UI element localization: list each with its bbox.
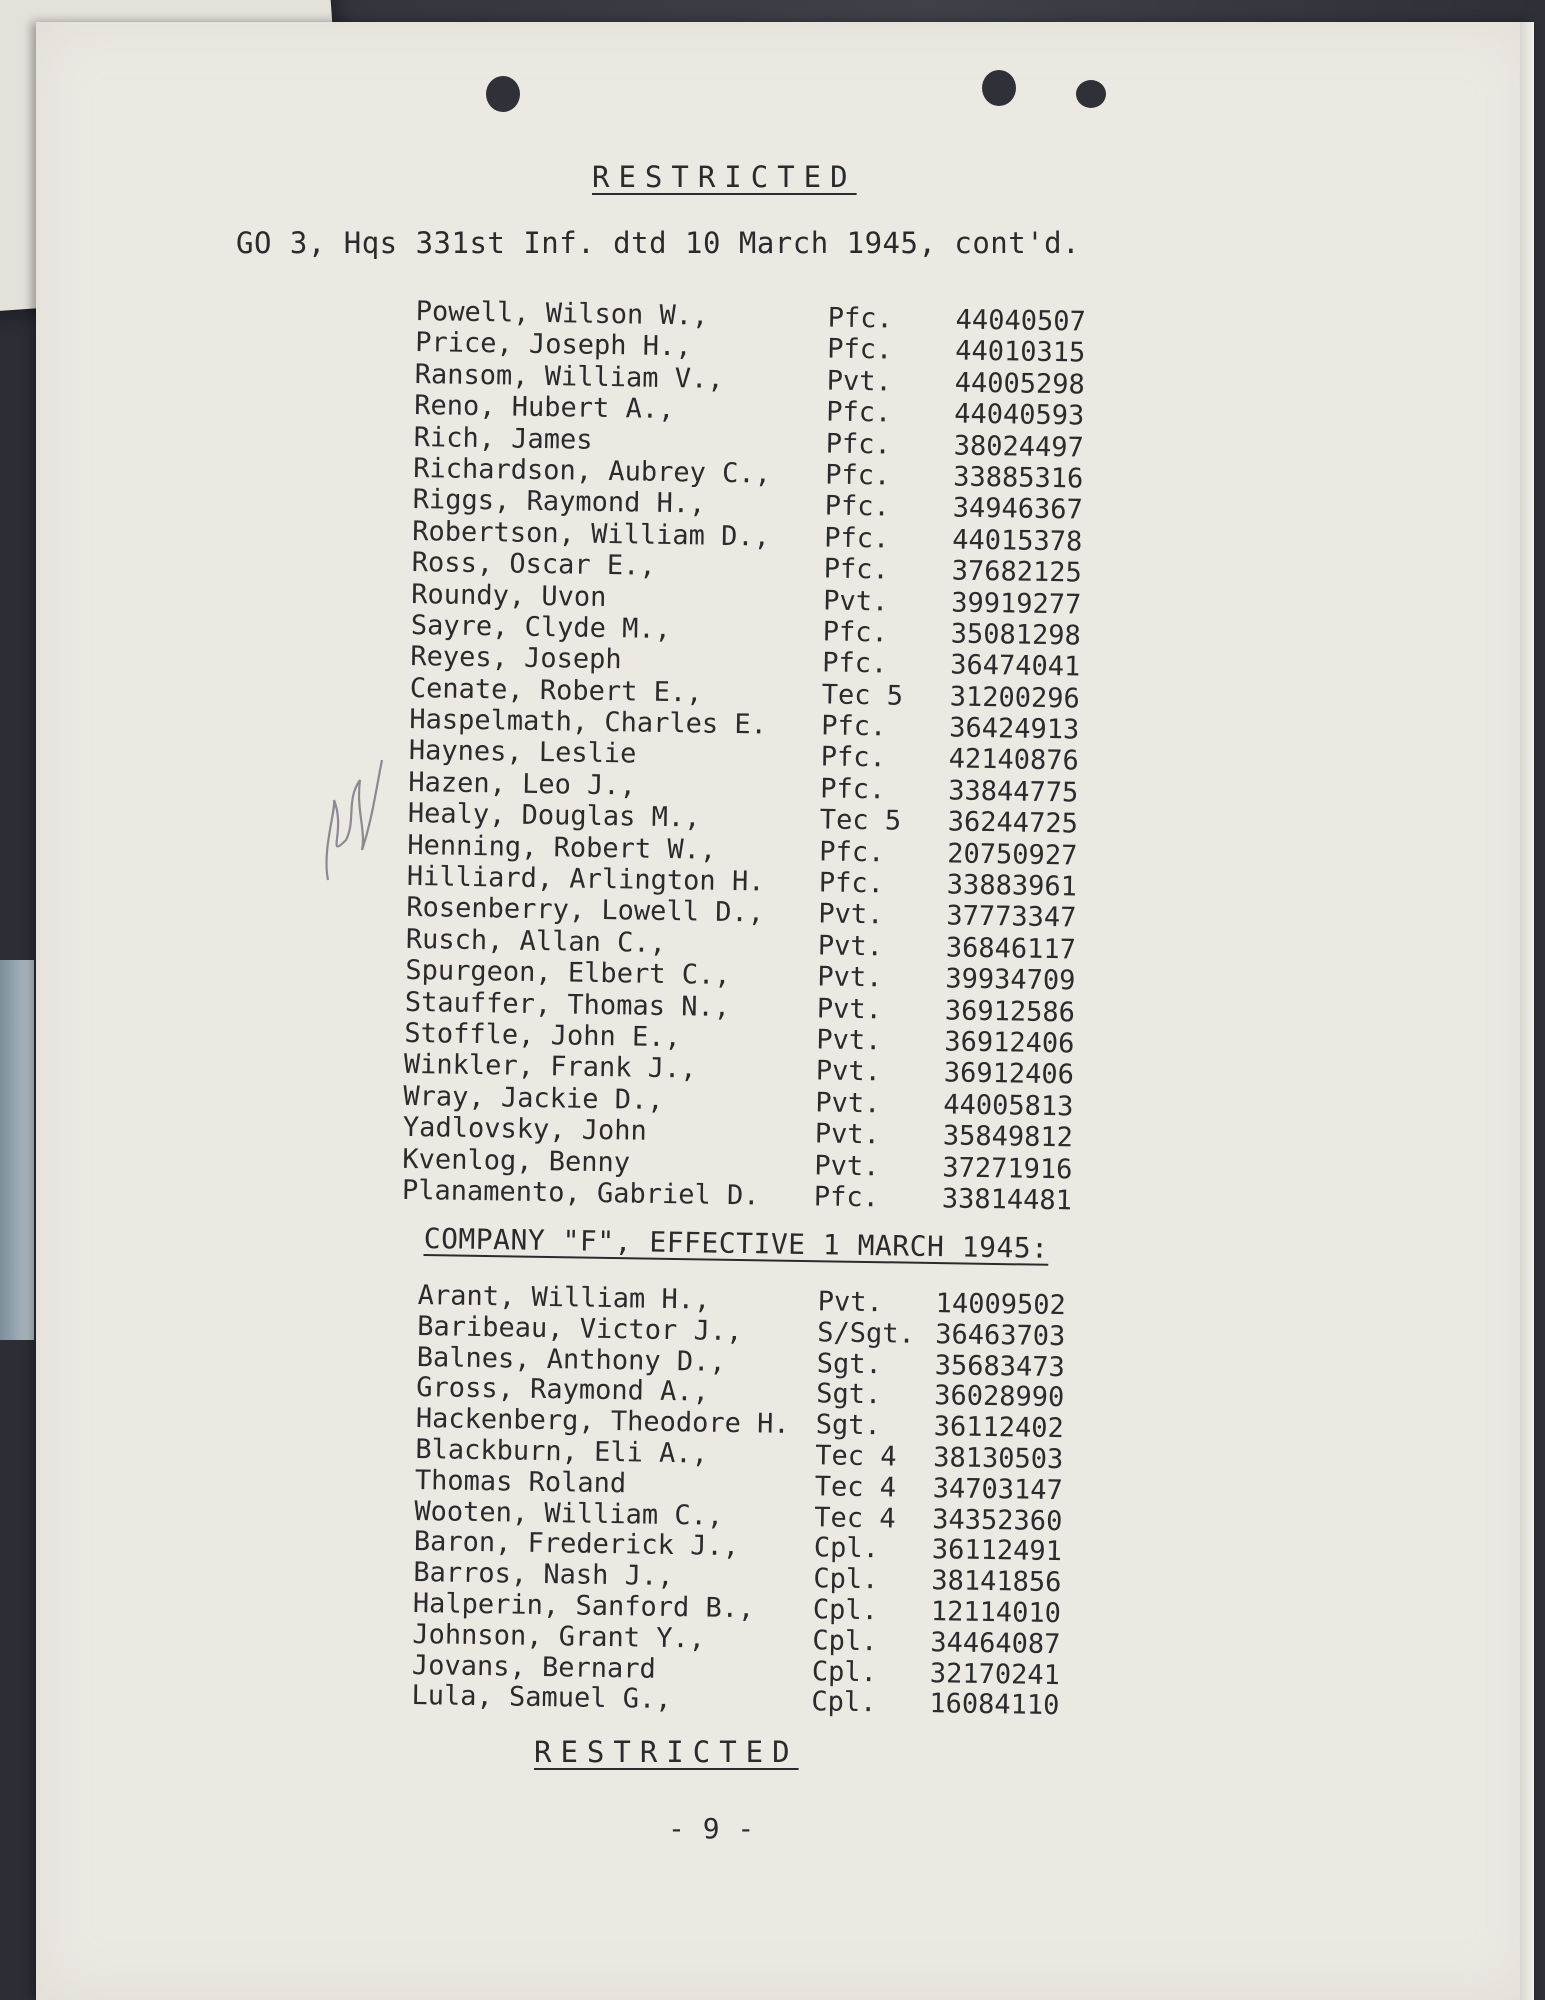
- soldier-name: Henning, Robert W.,: [407, 829, 717, 866]
- soldier-rank: Pfc.: [820, 741, 887, 774]
- soldier-serial-number: 33844775: [948, 775, 1079, 809]
- soldier-name: Jovans, Bernard: [411, 1649, 657, 1685]
- soldier-rank: Pfc.: [824, 459, 891, 492]
- soldier-serial-number: 36463703: [934, 1318, 1066, 1352]
- soldier-rank: Pfc.: [820, 773, 886, 806]
- soldier-rank: Pfc.: [822, 647, 888, 680]
- company-heading: COMPANY "F", EFFECTIVE 1 MARCH 1945:: [423, 1222, 1049, 1265]
- soldier-name: Baribeau, Victor J.,: [417, 1310, 743, 1347]
- side-object: [0, 960, 34, 1340]
- punch-hole: [1076, 80, 1106, 108]
- soldier-rank: Pvt.: [817, 930, 884, 963]
- soldier-rank: Cpl.: [812, 1625, 878, 1658]
- soldier-name: Halperin, Sanford B.,: [412, 1587, 755, 1625]
- soldier-serial-number: 38130503: [933, 1442, 1064, 1476]
- soldier-rank: Pfc.: [822, 616, 889, 649]
- soldier-rank: Pfc.: [824, 490, 891, 523]
- soldier-rank: Pfc.: [827, 302, 893, 335]
- soldier-rank: Tec 5: [821, 679, 904, 712]
- soldier-serial-number: 31200296: [949, 681, 1081, 715]
- handwritten-initials: [316, 740, 396, 900]
- soldier-name: Baron, Frederick J.,: [413, 1526, 740, 1563]
- soldier-rank: Cpl.: [812, 1594, 879, 1627]
- soldier-rank: Pvt.: [816, 992, 883, 1025]
- soldier-serial-number: 36912406: [944, 1026, 1075, 1060]
- soldier-rank: Pfc.: [826, 333, 893, 366]
- page-edge: [1520, 22, 1534, 2000]
- soldier-rank: Pvt.: [818, 898, 884, 931]
- soldier-serial-number: 36912586: [944, 994, 1076, 1029]
- soldier-name: Price, Joseph H.,: [415, 327, 692, 363]
- soldier-rank: Sgt.: [815, 1409, 882, 1442]
- soldier-name: Balnes, Anthony D.,: [416, 1341, 726, 1378]
- soldier-rank: Pfc.: [824, 522, 890, 555]
- soldier-serial-number: 34703147: [932, 1472, 1064, 1506]
- soldier-rank: Pfc.: [818, 867, 885, 900]
- soldier-name: Yadlovsky, John: [402, 1112, 647, 1147]
- soldier-rank: Pfc.: [825, 396, 892, 429]
- soldier-serial-number: 35683473: [934, 1349, 1065, 1383]
- soldier-name: Richardson, Aubrey C.,: [413, 452, 772, 490]
- soldier-rank: Tec 4: [814, 1471, 897, 1504]
- soldier-rank: Pvt.: [815, 1087, 881, 1120]
- soldier-rank: Pfc.: [823, 553, 890, 586]
- punch-hole: [982, 70, 1016, 106]
- soldier-rank: Cpl.: [811, 1655, 878, 1688]
- soldier-name: Stauffer, Thomas N.,: [404, 986, 731, 1023]
- document-page: [36, 22, 1534, 2000]
- soldier-serial-number: 38024497: [953, 430, 1084, 464]
- soldier-rank: Cpl.: [813, 1532, 880, 1565]
- soldier-rank: Pvt.: [814, 1118, 881, 1151]
- soldier-serial-number: 42140876: [948, 743, 1080, 777]
- soldier-serial-number: 36474041: [950, 649, 1081, 683]
- page-number: - 9 -: [668, 1812, 755, 1845]
- soldier-rank: Tec 4: [814, 1501, 896, 1535]
- soldier-rank: Tec 5: [819, 804, 902, 837]
- soldier-serial-number: 37271916: [942, 1151, 1073, 1185]
- soldier-rank: Sgt.: [816, 1347, 883, 1380]
- soldier-serial-number: 44010315: [954, 335, 1086, 369]
- soldier-serial-number: 20750927: [947, 838, 1078, 872]
- soldier-name: Gross, Raymond A.,: [416, 1372, 710, 1408]
- soldier-serial-number: 44040507: [955, 304, 1086, 338]
- classification-header: RESTRICTED: [592, 160, 857, 194]
- soldier-serial-number: 34946367: [952, 492, 1084, 526]
- soldier-name: Barros, Nash J.,: [413, 1557, 674, 1593]
- soldier-serial-number: 36244725: [947, 806, 1079, 840]
- soldier-serial-number: 36846117: [945, 932, 1077, 966]
- soldier-serial-number: 44005813: [943, 1089, 1074, 1123]
- soldier-serial-number: 44015378: [951, 524, 1083, 558]
- soldier-serial-number: 37682125: [951, 555, 1083, 589]
- soldier-rank: Cpl.: [813, 1563, 879, 1596]
- soldier-name: Spurgeon, Elbert C.,: [405, 955, 731, 992]
- soldier-rank: Pfc.: [825, 428, 892, 461]
- soldier-name: Rich, James: [413, 421, 593, 456]
- soldier-name: Thomas Roland: [414, 1464, 627, 1500]
- soldier-name: Sayre, Clyde M.,: [410, 609, 672, 645]
- soldier-name: Robertson, William D.,: [412, 515, 771, 553]
- punch-hole: [486, 76, 520, 112]
- soldier-name: Ransom, William V.,: [414, 358, 724, 395]
- soldier-name: Stoffle, John E.,: [404, 1017, 681, 1054]
- soldier-name: Cenate, Robert E.,: [409, 672, 703, 709]
- soldier-rank: Pvt.: [826, 365, 892, 398]
- soldier-name: Riggs, Raymond H.,: [412, 484, 706, 520]
- soldier-serial-number: 33885316: [952, 461, 1084, 495]
- order-reference: GO 3, Hqs 331st Inf. dtd 10 March 1945, cont'd.: [236, 226, 1081, 260]
- soldier-rank: Pvt.: [816, 1024, 882, 1057]
- soldier-rank: Sgt.: [816, 1378, 882, 1411]
- soldier-name: Rusch, Allan C.,: [405, 923, 667, 959]
- soldier-name: Ross, Oscar E.,: [411, 547, 656, 582]
- soldier-rank: Pvt.: [815, 1055, 882, 1088]
- soldier-name: Rosenberry, Lowell D.,: [406, 892, 765, 929]
- soldier-serial-number: 36424913: [949, 712, 1080, 746]
- soldier-rank: Pvt.: [817, 1286, 883, 1319]
- soldier-name: Hazen, Leo J.,: [408, 766, 637, 802]
- soldier-serial-number: 44005298: [954, 367, 1085, 401]
- soldier-serial-number: 35849812: [942, 1120, 1074, 1154]
- soldier-name: Haspelmath, Charles E.: [409, 704, 768, 741]
- soldier-serial-number: 16084110: [929, 1688, 1060, 1722]
- soldier-name: Winkler, Frank J.,: [403, 1049, 697, 1085]
- soldier-serial-number: 32170241: [929, 1657, 1061, 1691]
- soldier-rank: Tec 4: [815, 1440, 897, 1473]
- soldier-name: Haynes, Leslie: [408, 735, 637, 770]
- soldier-name: Roundy, Uvon: [411, 578, 607, 613]
- soldier-rank: S/Sgt.: [816, 1317, 916, 1350]
- classification-footer: RESTRICTED: [534, 1735, 799, 1769]
- soldier-name: Reno, Hubert A.,: [414, 390, 675, 426]
- soldier-serial-number: 39919277: [951, 586, 1082, 621]
- soldier-serial-number: 36112491: [931, 1534, 1063, 1568]
- soldier-name: Reyes, Joseph: [410, 641, 622, 676]
- soldier-serial-number: 14009502: [935, 1288, 1066, 1322]
- soldier-name: Planamento, Gabriel D.: [401, 1174, 760, 1212]
- soldier-rank: Pfc.: [813, 1181, 880, 1214]
- soldier-serial-number: 33814481: [941, 1183, 1073, 1217]
- soldier-name: Wooten, William C.,: [414, 1495, 724, 1532]
- soldier-name: Healy, Douglas M.,: [407, 798, 701, 834]
- soldier-name: Wray, Jackie D.,: [403, 1080, 664, 1116]
- soldier-serial-number: 36912406: [943, 1057, 1075, 1091]
- soldier-name: Johnson, Grant Y.,: [412, 1618, 706, 1655]
- soldier-name: Powell, Wilson W.,: [415, 296, 709, 332]
- soldier-serial-number: 44040593: [953, 398, 1085, 432]
- soldier-serial-number: 33883961: [946, 869, 1078, 903]
- soldier-name: Blackburn, Eli A.,: [415, 1433, 709, 1470]
- soldier-name: Lula, Samuel G.,: [411, 1680, 672, 1716]
- soldier-serial-number: 12114010: [930, 1596, 1062, 1630]
- soldier-name: Arant, William H.,: [417, 1280, 711, 1316]
- soldier-name: Hackenberg, Theodore H.: [415, 1403, 790, 1441]
- soldier-serial-number: 38141856: [931, 1565, 1062, 1599]
- soldier-serial-number: 34352360: [932, 1503, 1063, 1537]
- soldier-name: Hilliard, Arlington H.: [406, 860, 765, 898]
- soldier-serial-number: 36112402: [933, 1411, 1065, 1445]
- soldier-serial-number: 36028990: [933, 1380, 1065, 1414]
- soldier-rank: Pvt.: [823, 584, 889, 617]
- soldier-rank: Pvt.: [817, 961, 883, 994]
- soldier-rank: Cpl.: [811, 1686, 877, 1719]
- soldier-rank: Pfc.: [821, 710, 887, 743]
- soldier-serial-number: 39934709: [945, 963, 1076, 997]
- soldier-serial-number: 37773347: [946, 900, 1077, 934]
- soldier-name: Kvenlog, Benny: [402, 1143, 631, 1179]
- soldier-serial-number: 34464087: [930, 1626, 1061, 1660]
- soldier-serial-number: 35081298: [950, 618, 1082, 652]
- soldier-rank: Pfc.: [819, 836, 885, 869]
- soldier-rank: Pvt.: [814, 1149, 880, 1182]
